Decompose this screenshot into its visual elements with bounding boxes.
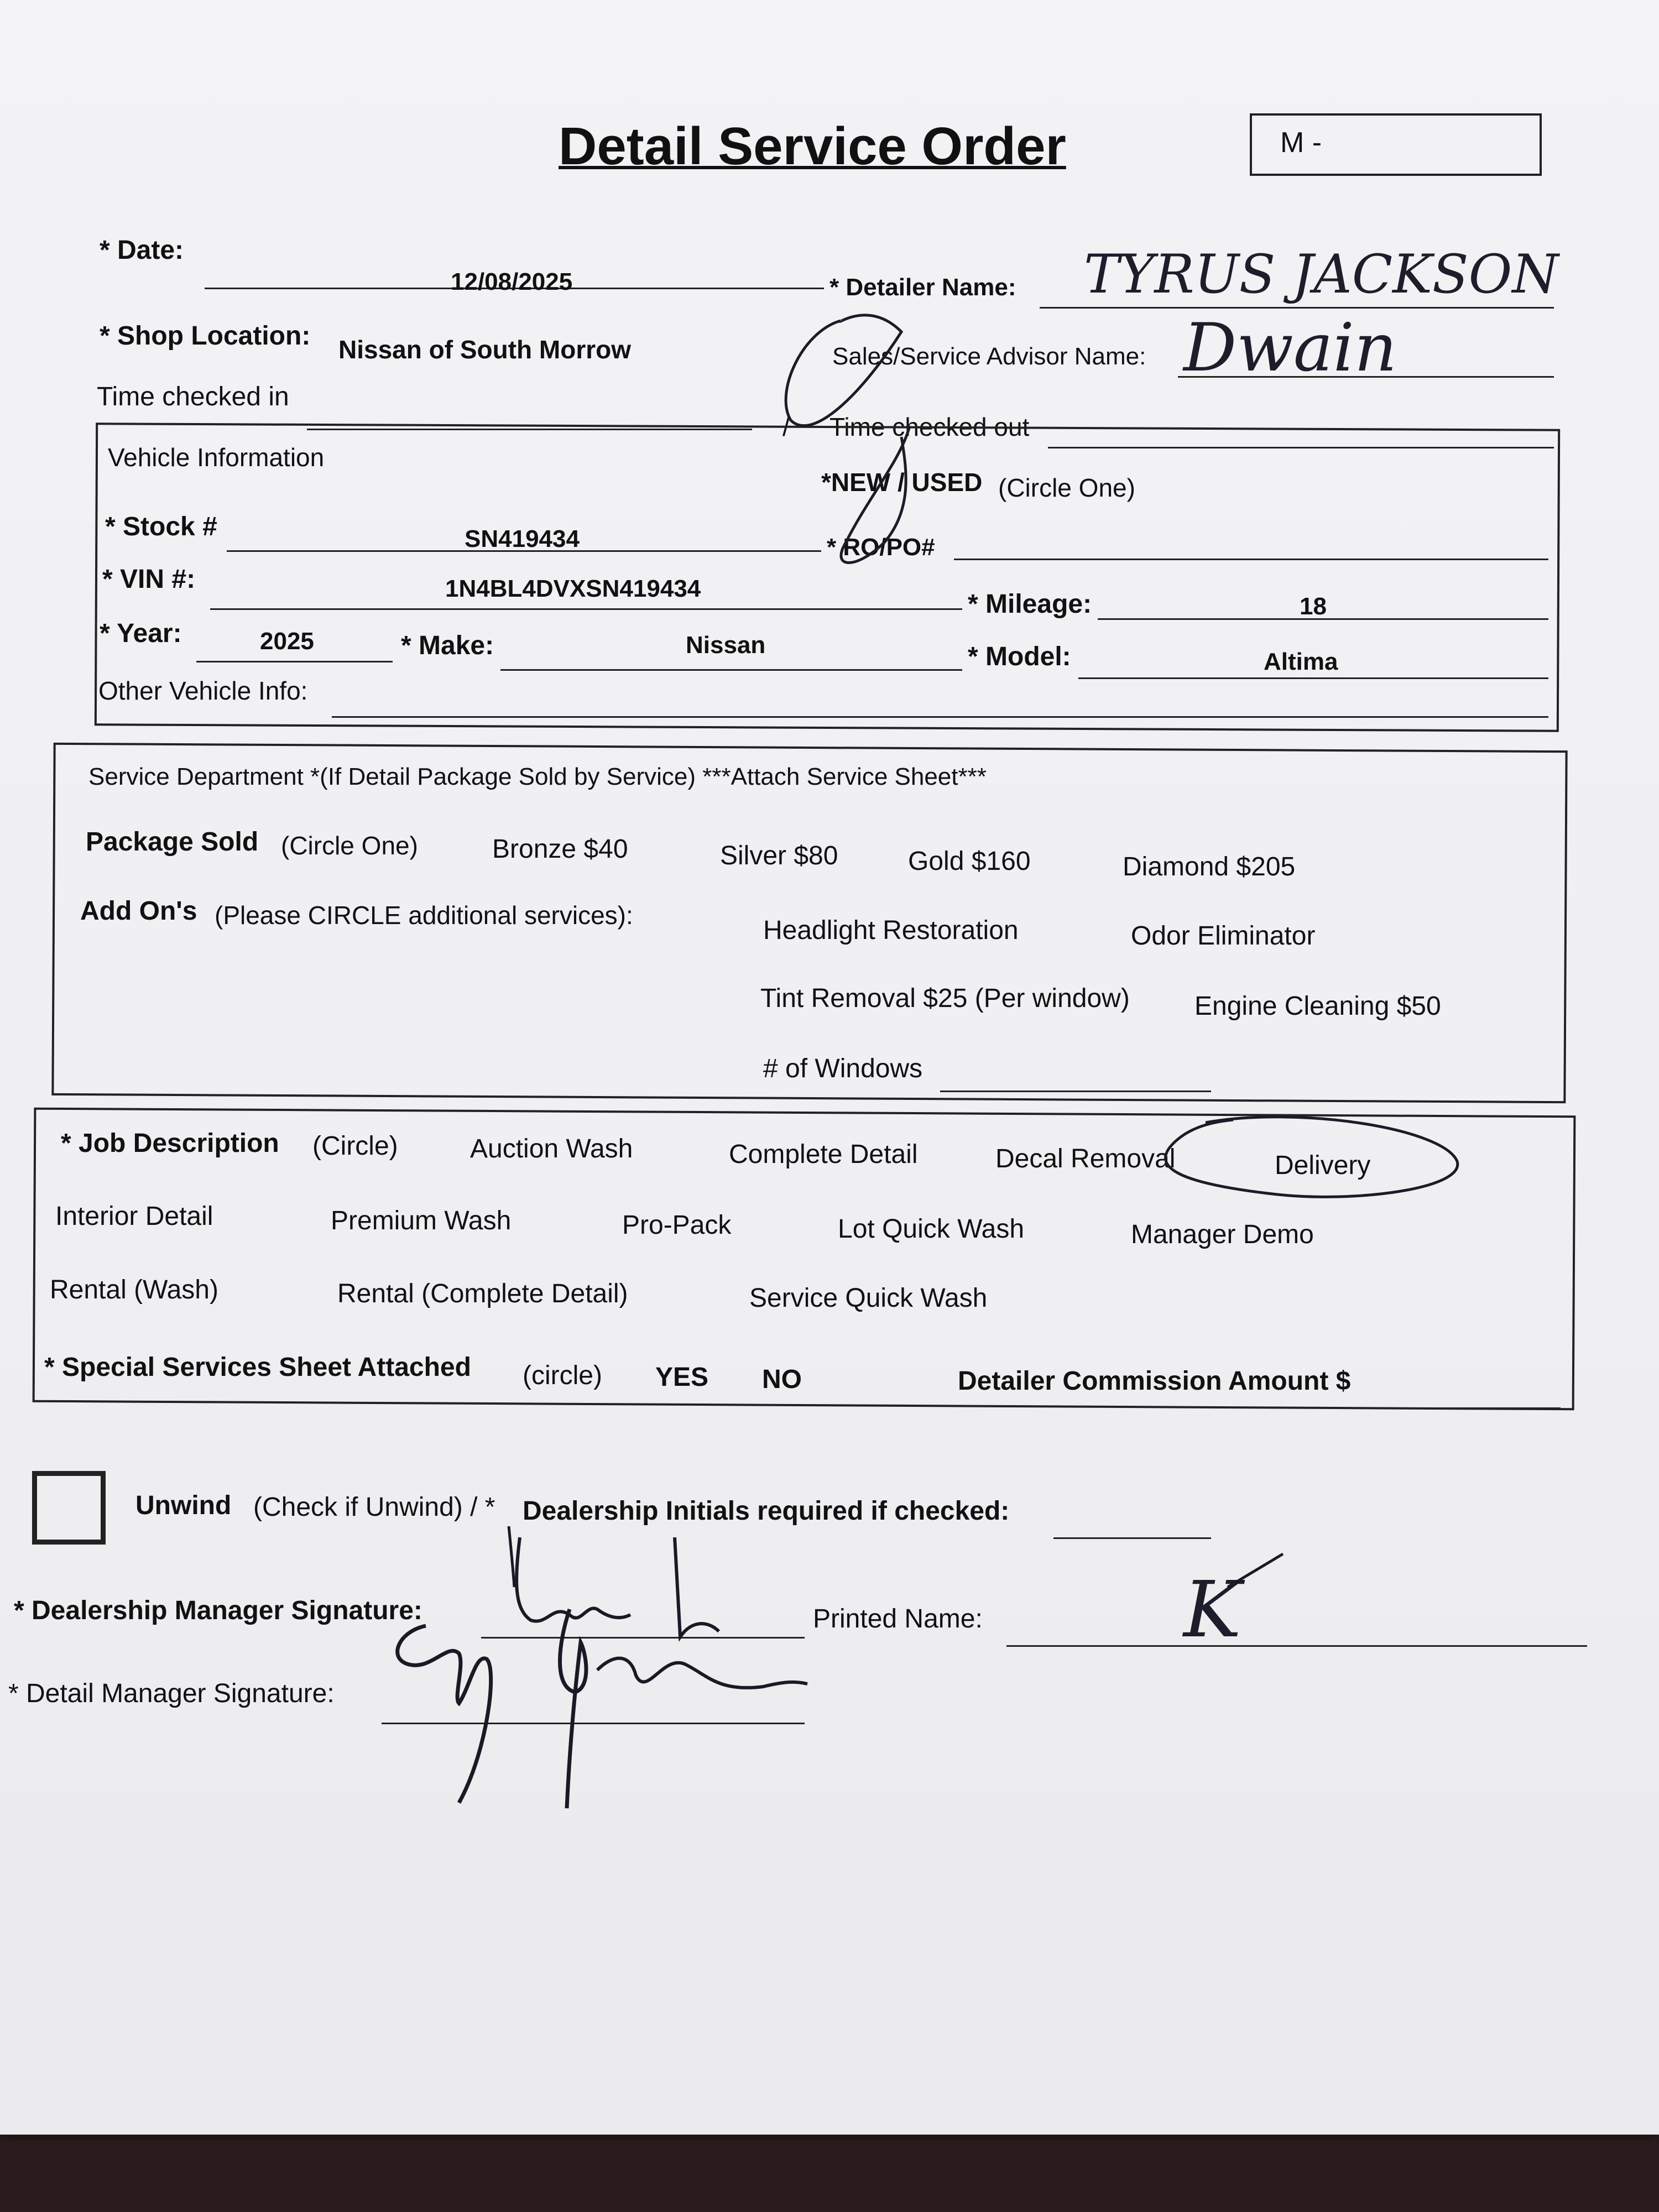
year-value[interactable]: 2025	[260, 628, 314, 655]
new-used-hint: (Circle One)	[998, 473, 1135, 502]
package-diamond[interactable]: Diamond $205	[1123, 852, 1296, 881]
job-interior-detail[interactable]: Interior Detail	[55, 1202, 213, 1231]
addon-odor-eliminator[interactable]: Odor Eliminator	[1131, 921, 1316, 951]
printed-name-line	[1006, 1645, 1587, 1647]
windows-count-line	[940, 1091, 1211, 1092]
special-services-yes[interactable]: YES	[655, 1363, 709, 1392]
addons-label: Add On's	[80, 896, 197, 926]
job-rental-wash[interactable]: Rental (Wash)	[50, 1275, 218, 1305]
new-circle-mark	[769, 310, 935, 586]
job-delivery[interactable]: Delivery	[1275, 1151, 1371, 1180]
package-sold-label: Package Sold	[86, 827, 259, 857]
vin-line	[210, 608, 962, 610]
windows-count-label: # of Windows	[763, 1054, 923, 1083]
date-label: * Date:	[100, 236, 184, 265]
job-description-hint: (Circle)	[312, 1131, 398, 1161]
service-dept-header: Service Department *(If Detail Package Sold by Service) ***Attach Service Sheet***	[88, 763, 987, 790]
addons-hint: (Please CIRCLE additional services):	[215, 901, 633, 930]
commission-line	[1389, 1407, 1561, 1409]
model-label: * Model:	[968, 642, 1071, 671]
make-value[interactable]: Nissan	[686, 632, 766, 659]
package-bronze[interactable]: Bronze $40	[492, 834, 628, 864]
detail-manager-signature	[376, 1620, 818, 1819]
unwind-initials-line	[1053, 1537, 1211, 1539]
job-rental-complete-detail[interactable]: Rental (Complete Detail)	[337, 1279, 628, 1308]
commission-label: Detailer Commission Amount $	[958, 1366, 1351, 1396]
dealership-signature-label: * Dealership Manager Signature:	[14, 1596, 422, 1625]
job-lot-quick-wash[interactable]: Lot Quick Wash	[838, 1214, 1025, 1244]
detailer-name-line	[1040, 307, 1554, 309]
special-services-no[interactable]: NO	[762, 1365, 802, 1394]
addon-tint-removal[interactable]: Tint Removal $25 (Per window)	[760, 984, 1130, 1013]
mileage-value[interactable]: 18	[1300, 593, 1327, 620]
vin-label: * VIN #:	[102, 565, 196, 594]
shop-location-label: * Shop Location:	[100, 321, 311, 351]
other-vehicle-info-label: Other Vehicle Info:	[98, 676, 308, 705]
detailer-name-value[interactable]: TYRUS JACKSON	[1084, 243, 1559, 305]
advisor-name-value[interactable]: Dwain	[1183, 310, 1397, 387]
other-vehicle-info-line	[332, 716, 1548, 718]
year-label: * Year:	[100, 619, 182, 648]
unwind-hint: (Check if Unwind) / *	[253, 1493, 495, 1522]
job-complete-detail[interactable]: Complete Detail	[729, 1140, 918, 1169]
job-auction-wash[interactable]: Auction Wash	[470, 1134, 633, 1164]
unwind-initials-label: Dealership Initials required if checked:	[523, 1496, 1010, 1526]
detailer-name-label: * Detailer Name:	[830, 274, 1016, 301]
addon-engine-cleaning[interactable]: Engine Cleaning $50	[1194, 992, 1441, 1021]
make-label: * Make:	[401, 631, 494, 660]
addon-headlight-restoration[interactable]: Headlight Restoration	[763, 916, 1019, 945]
job-premium-wash[interactable]: Premium Wash	[331, 1206, 512, 1235]
model-value[interactable]: Altima	[1264, 648, 1338, 675]
printed-name-stroke	[1228, 1554, 1294, 1598]
make-line	[500, 669, 962, 671]
stock-label: * Stock #	[105, 512, 217, 541]
vin-value[interactable]: 1N4BL4DVXSN419434	[445, 575, 701, 602]
ro-po-label: * RO/PO#	[827, 534, 935, 561]
package-sold-hint: (Circle One)	[281, 831, 418, 860]
job-pro-pack[interactable]: Pro-Pack	[622, 1211, 732, 1240]
shop-location-value[interactable]: Nissan of South Morrow	[338, 335, 631, 364]
advisor-name-label: Sales/Service Advisor Name:	[832, 343, 1146, 370]
delivery-circle-mark	[1134, 1106, 1465, 1217]
model-line	[1078, 677, 1548, 679]
job-description-label: * Job Description	[61, 1129, 279, 1158]
time-out-label: Time checked out	[830, 413, 1030, 441]
package-gold[interactable]: Gold $160	[908, 847, 1031, 876]
special-services-label: * Special Services Sheet Attached	[44, 1353, 471, 1382]
new-used-label[interactable]: *NEW / USED	[821, 468, 983, 497]
unwind-checkbox[interactable]	[32, 1471, 106, 1545]
time-in-label: Time checked in	[97, 382, 289, 411]
special-services-hint: (circle)	[523, 1361, 602, 1390]
job-decal-removal[interactable]: Decal Removal	[995, 1144, 1176, 1173]
date-value[interactable]: 12/08/2025	[451, 268, 573, 295]
job-service-quick-wash[interactable]: Service Quick Wash	[749, 1284, 988, 1313]
ro-po-line	[954, 559, 1548, 560]
job-manager-demo[interactable]: Manager Demo	[1131, 1220, 1314, 1249]
mileage-label: * Mileage:	[968, 589, 1092, 619]
page-title: Detail Service Order	[559, 117, 1066, 176]
order-number-prefix: M -	[1280, 127, 1322, 159]
detail-signature-label: * Detail Manager Signature:	[8, 1679, 335, 1708]
stock-value[interactable]: SN419434	[465, 525, 580, 552]
year-line	[196, 661, 393, 662]
table-surface	[0, 2140, 1659, 2212]
printed-name-value[interactable]: K	[1183, 1565, 1241, 1655]
unwind-label: Unwind	[135, 1491, 232, 1520]
printed-name-label: Printed Name:	[813, 1604, 983, 1634]
package-silver[interactable]: Silver $80	[720, 841, 838, 870]
time-separator: /	[782, 413, 790, 442]
vehicle-info-header: Vehicle Information	[108, 443, 325, 472]
